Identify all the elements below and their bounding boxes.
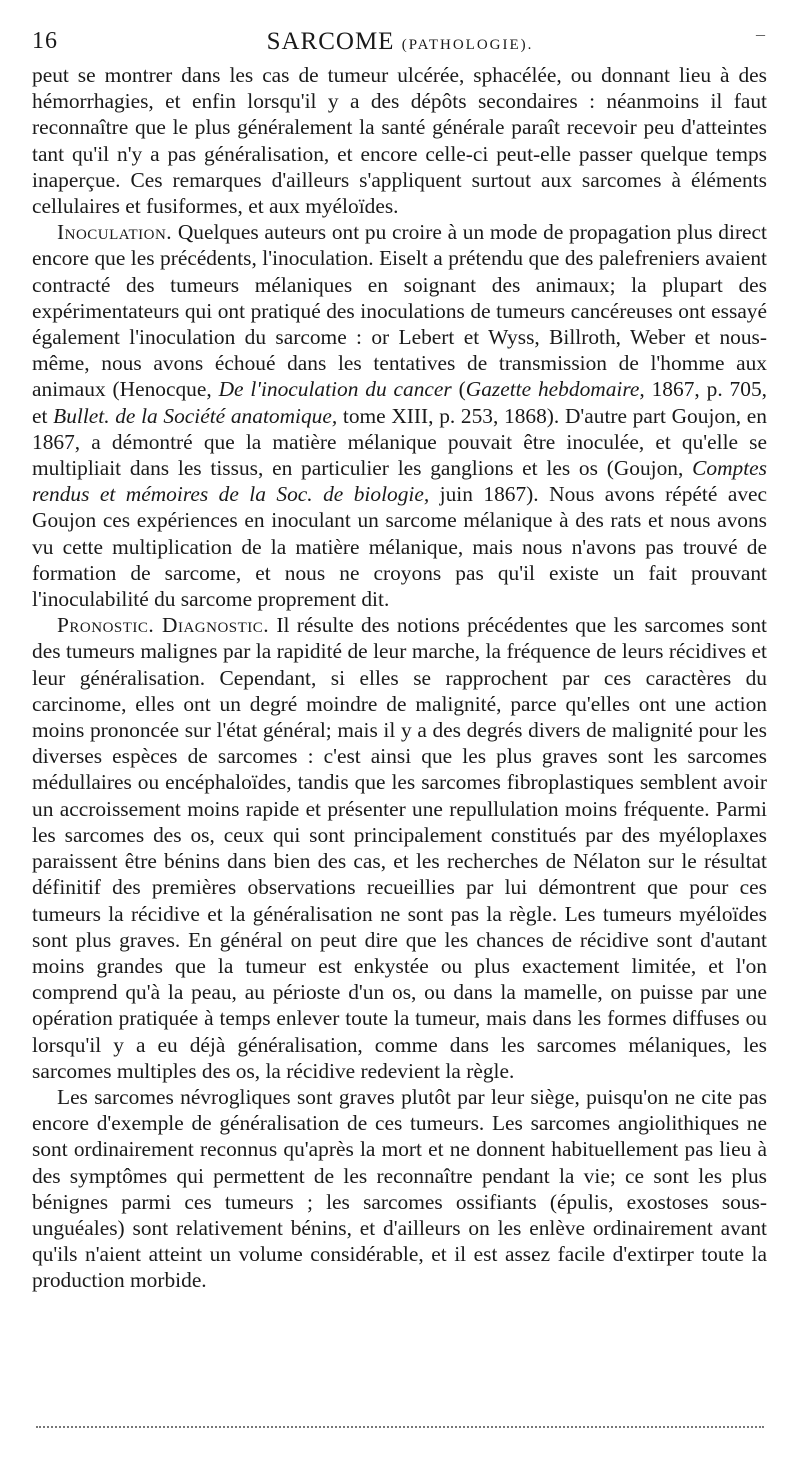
body-text [32,62,767,1294]
citation-comptes-rendus: Comptes rendus et mémoires de la Soc. de biologie, [32,456,767,507]
pronostic-text: Il résulte des notions précédentes que les sarcomes sont des tumeurs malignes par la rapidité de leur marche, la fréquence de leurs récidives et leur généralisation. Cependant, si elles se rapprochent par ces caractères du carcinome, elles ont un degré moindre de malignité, parce qu'elles ont une action moins prononcée sur l'état général; mais il y a des degrés divers de malignité pour les diverses espèces de sarcomes : c'est ainsi que les plus graves sont les sarcomes médullaires ou encéphaloïdes, tandis que les sarcomes fibroplastiques semblent avoir un accroissement moins rapide et présenter une repullulation moins fréquente. Parmi les sarcomes des os, ceux qui sont principalement constitués par des myéloplaxes paraissent être bénins dans bien des cas, et les recherches de Nélaton sur le résultat définitif des premières observations recueillies par lui démontrent que pour ces tumeurs la récidive et la généralisation ne sont pas la règle. Les tumeurs myéloïdes sont plus graves. En général on peut dire que les chances de récidive sont d'autant moins grandes que la tumeur est enkystée ou plus exactement limitée, et l'on comprend qu'à la peau, au périoste d'un os, ou dans la mamelle, on puisse par une opération pratiquée à temps enlever toute la tumeur, mais dans les formes diffuses ou lorsqu'il y a eu déjà généralisation, comme dans les sarcomes mélaniques, les sarcomes multiples des os, la récidive redevient la règle. [32,613,767,1083]
paragraph-inoculation [32,219,767,612]
paragraph-nevrogliques: Les sarcomes névrogliques sont graves plutôt par leur siège, puisqu'on ne cite pas encore d'exemple de généralisation de ces tumeurs. Les sarcomes angiolithiques ne sont ordinairement reconnus qu'après la mort et ne donnent habituellement pas lieu à des symptômes qui permettent de les reconnaître pendant la vie; ce sont les plus bénignes parmi ces tumeurs ; les sarcomes ossifiants (épulis, exostoses sous-unguéales) sont relativement bénins, et d'ailleurs on les enlève ordinairement avant qu'ils n'aient atteint un volume considérable, et il est assez facile d'extirper toute la production morbide. [32,1084,767,1293]
citation-bulletin: Bullet. de la Société anatomique, [53,403,338,428]
footer-rule [36,1426,764,1428]
section-heading-inoculation: Inoculation. [57,220,173,245]
inoculation-text-1: Quelques auteurs ont pu croire à un mode de propagation plus direct encore que les précédents, l'inoculation. Eiselt a prétendu que des palefreniers avaient contracté des tumeurs mélaniques en soignant des animaux; la plupart des expérimentateurs qui ont pratiqué des inoculations de tumeurs cancéreuses ont essayé également l'inoculation du sarcome : or Lebert et Wyss, Billroth, Weber et nous-même, nous avons échoué dans les tentatives de transmission de l'homme aux animaux (Henocque, [32,220,767,402]
inoculation-text-5: juin 1867). Nous avons répété avec Goujon ces expériences en inoculant un sarcome mélanique à des rats et nous avons vu cette multiplication de la matière mélanique, mais nous n'avons pas trouvé de formation de sarcome, et nous ne croyons pas qu'il existe un fait prouvant l'inoculabilité du sarcome proprement dit. [32,482,767,612]
citation-title-inoculation: De l'inoculation du cancer [218,377,452,402]
header-title: SARCOME [266,28,395,55]
inoculation-text-4: tome XIII, p. 253, 1868). D'autre part Goujon, en 1867, a démontré que la matière mélanique pouvait être inoculée, et qu'elle se multipliait dans les tissus, en particulier les ganglions et les os (Goujon, [32,403,768,481]
header-subtitle: (PATHOLOGIE). [401,37,534,53]
paragraph-continuation: peut se montrer dans les cas de tumeur ulcérée, sphacélée, ou donnant lieu à des hémorrhagies, et enfin lorsqu'il y a des dépôts secondaires : néanmoins il faut reconnaître que le plus généralement la santé générale paraît recevoir peu d'atteintes tant qu'il n'y a pas généralisation, et encore celle-ci peut-elle passer quelque temps inaperçue. Ces remarques d'ailleurs s'appliquent surtout aux sarcomes à éléments cellulaires et fusiformes, et aux myéloïdes. [32,63,767,219]
inoculation-text-3: 1867, p. 705, et [32,377,767,428]
page-number: 16 [32,28,58,54]
section-heading-pronostic: Pronostic. Diagnostic. [57,613,270,638]
citation-gazette: Gazette hebdomaire, [465,377,645,402]
paragraph-pronostic [32,612,767,1084]
running-header [30,20,770,60]
header-mark: – [756,24,766,44]
inoculation-text-2: ( [451,377,466,402]
running-title [30,28,770,56]
